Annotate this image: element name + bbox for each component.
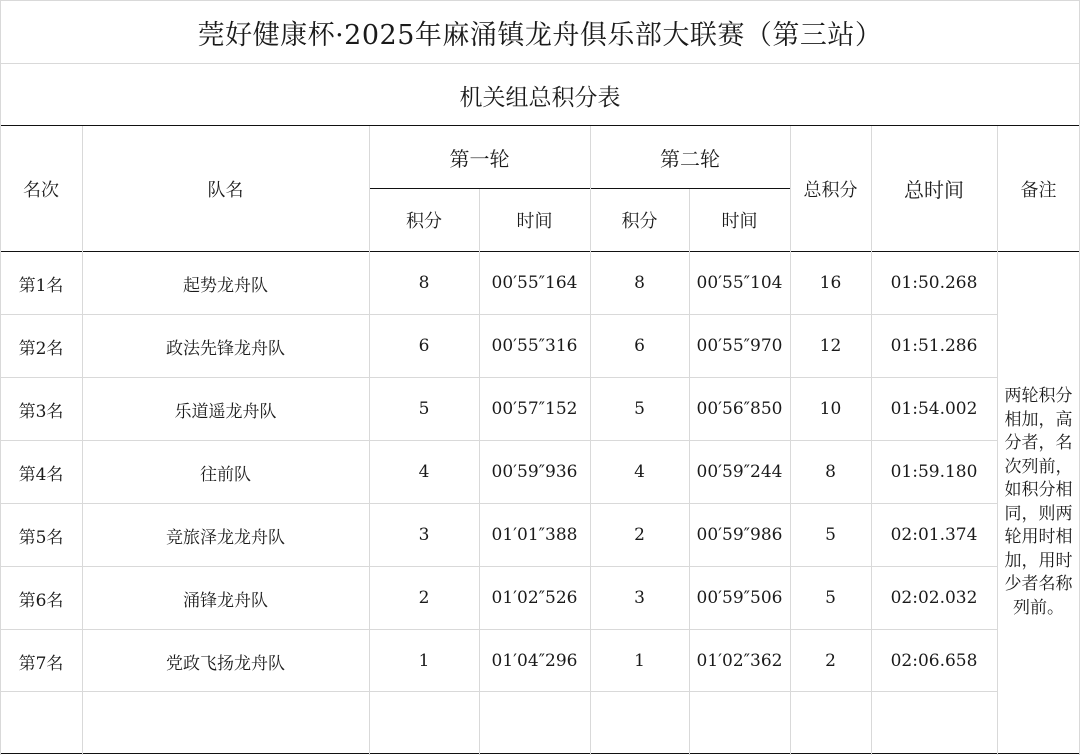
cell-round1-time: 01′04″296: [491, 651, 578, 671]
cell-round1-time: 01′01″388: [491, 525, 578, 545]
cell-total-points: 2: [825, 651, 836, 671]
cell-team: 起势龙舟队: [183, 275, 268, 296]
cell-team: 往前队: [200, 464, 251, 485]
cell-total-time: 01:51.286: [890, 336, 978, 356]
cell-round1-points: 6: [418, 336, 430, 356]
cell-round1-time: 01′02″526: [491, 588, 578, 608]
grid-line-bold: [0, 753, 1080, 754]
cell-round2-time: 00′55″970: [696, 336, 783, 356]
cell-rank: 第5名: [18, 527, 64, 548]
cell-total-points: 10: [819, 399, 842, 419]
cell-round2-points: 5: [634, 399, 645, 419]
cell-total-points: 16: [819, 273, 842, 293]
header-round1: 第一轮: [449, 146, 510, 171]
cell-round2-points: 3: [634, 588, 645, 608]
cell-round1-points: 4: [418, 462, 430, 482]
cell-team: 政法先锋龙舟队: [166, 338, 285, 359]
cell-round1-points: 8: [418, 273, 430, 293]
cell-round1-time: 00′57″152: [491, 399, 578, 419]
header-total-time: 总时间: [904, 178, 964, 202]
cell-round2-points: 1: [634, 651, 645, 671]
cell-rank: 第7名: [18, 653, 64, 674]
cell-round2-points: 6: [634, 336, 645, 356]
cell-round2-time: 00′56″850: [696, 399, 783, 419]
cell-round2-time: 01′02″362: [696, 651, 783, 671]
remarks-note: 两轮积分相加，高分者，名次列前，如积分相同，则两轮用时相加，用时少者名称列前。: [1004, 386, 1073, 618]
cell-total-time: 01:50.268: [890, 273, 978, 293]
cell-round1-points: 2: [418, 588, 430, 608]
cell-round1-time: 00′59″936: [491, 462, 578, 482]
cell-round1-points: 1: [418, 651, 430, 671]
cell-round2-time: 00′59″244: [696, 462, 783, 482]
cell-round2-points: 4: [634, 462, 645, 482]
cell-total-points: 8: [825, 462, 836, 482]
page-title: 莞好健康杯·2025年麻涌镇龙舟俱乐部大联赛（第三站）: [197, 19, 883, 51]
cell-total-time: 02:02.032: [890, 588, 978, 608]
cell-rank: 第6名: [18, 590, 64, 611]
cell-round2-points: 8: [634, 273, 645, 293]
header-round1-points: 积分: [406, 211, 442, 232]
cell-total-time: 02:06.658: [890, 651, 978, 671]
cell-round2-points: 2: [634, 525, 645, 545]
cell-total-time: 01:59.180: [890, 462, 978, 482]
header-round2-points: 积分: [621, 211, 658, 232]
cell-round1-time: 00′55″164: [491, 273, 578, 293]
header-team: 队名: [207, 179, 244, 201]
cell-round2-time: 00′59″986: [696, 525, 783, 545]
cell-total-points: 12: [819, 336, 842, 356]
header-remarks: 备注: [1020, 179, 1057, 201]
cell-round1-time: 00′55″316: [491, 336, 578, 356]
cell-round1-points: 5: [418, 399, 430, 419]
cell-total-time: 01:54.002: [890, 399, 978, 419]
header-round1-time: 时间: [516, 211, 553, 232]
cell-round1-points: 3: [418, 525, 430, 545]
cell-rank: 第1名: [18, 275, 64, 296]
cell-rank: 第3名: [18, 401, 64, 422]
cell-total-points: 5: [825, 588, 836, 608]
table-subtitle: 机关组总积分表: [459, 84, 621, 111]
cell-total-points: 5: [825, 525, 836, 545]
header-total-points: 总积分: [803, 179, 858, 201]
cell-rank: 第4名: [18, 464, 64, 485]
cell-total-time: 02:01.374: [890, 525, 978, 545]
header-rank: 名次: [23, 179, 59, 201]
cell-round2-time: 00′55″104: [696, 273, 783, 293]
cell-team: 涌锋龙舟队: [183, 590, 268, 611]
cell-team: 党政飞扬龙舟队: [166, 653, 285, 674]
header-round2-time: 时间: [721, 211, 758, 232]
cell-team: 竞旅泽龙龙舟队: [166, 527, 285, 548]
cell-round2-time: 00′59″506: [696, 588, 783, 608]
cell-rank: 第2名: [18, 338, 64, 359]
header-round2: 第二轮: [660, 146, 720, 171]
cell-team: 乐道遥龙舟队: [174, 401, 277, 422]
